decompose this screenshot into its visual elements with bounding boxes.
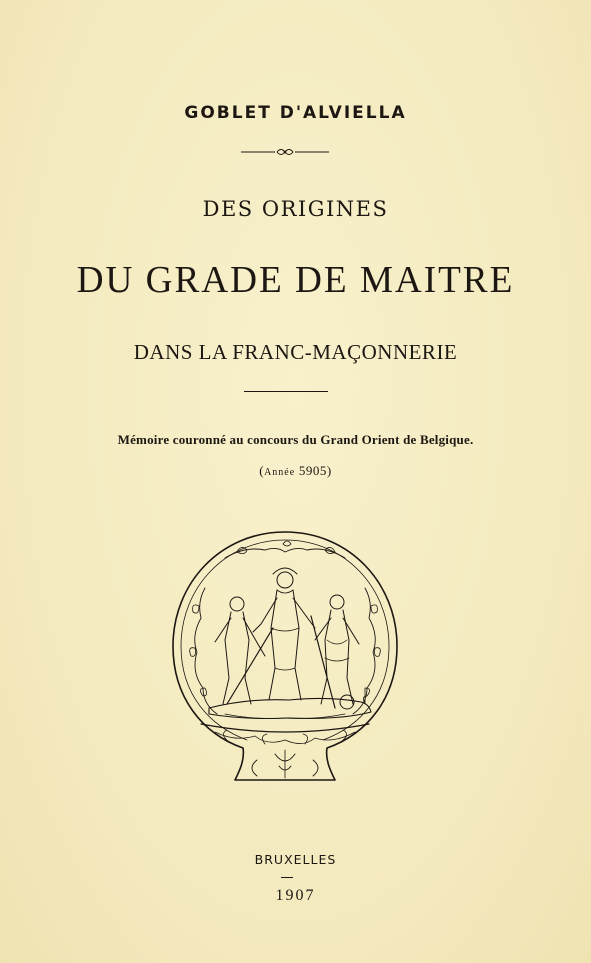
title-line-1: DES ORIGINES [202,197,389,221]
award-note: Mémoire couronné au concours du Grand Orient de Belgique. [117,432,474,447]
year-note-label: Année [264,467,296,478]
author-name: GOBLET D'ALVIELLA [184,103,407,123]
publication-year: 1907 [275,887,316,904]
place-rule [281,877,293,878]
year-note [0,463,591,479]
title-rule [244,391,328,392]
year-note-close: ) [326,463,332,478]
title-line-3: DANS LA FRANC-MAÇONNERIE [133,340,458,364]
mirror-engraving-vignette-icon [165,528,405,796]
main-title: DU GRADE DE MAITRE [76,259,515,301]
year-note-number: 5905 [298,463,327,478]
fleuron-ornament-icon [241,146,329,158]
publication-place: BRUXELLES [254,852,337,867]
year-note-open: ( [259,463,265,478]
